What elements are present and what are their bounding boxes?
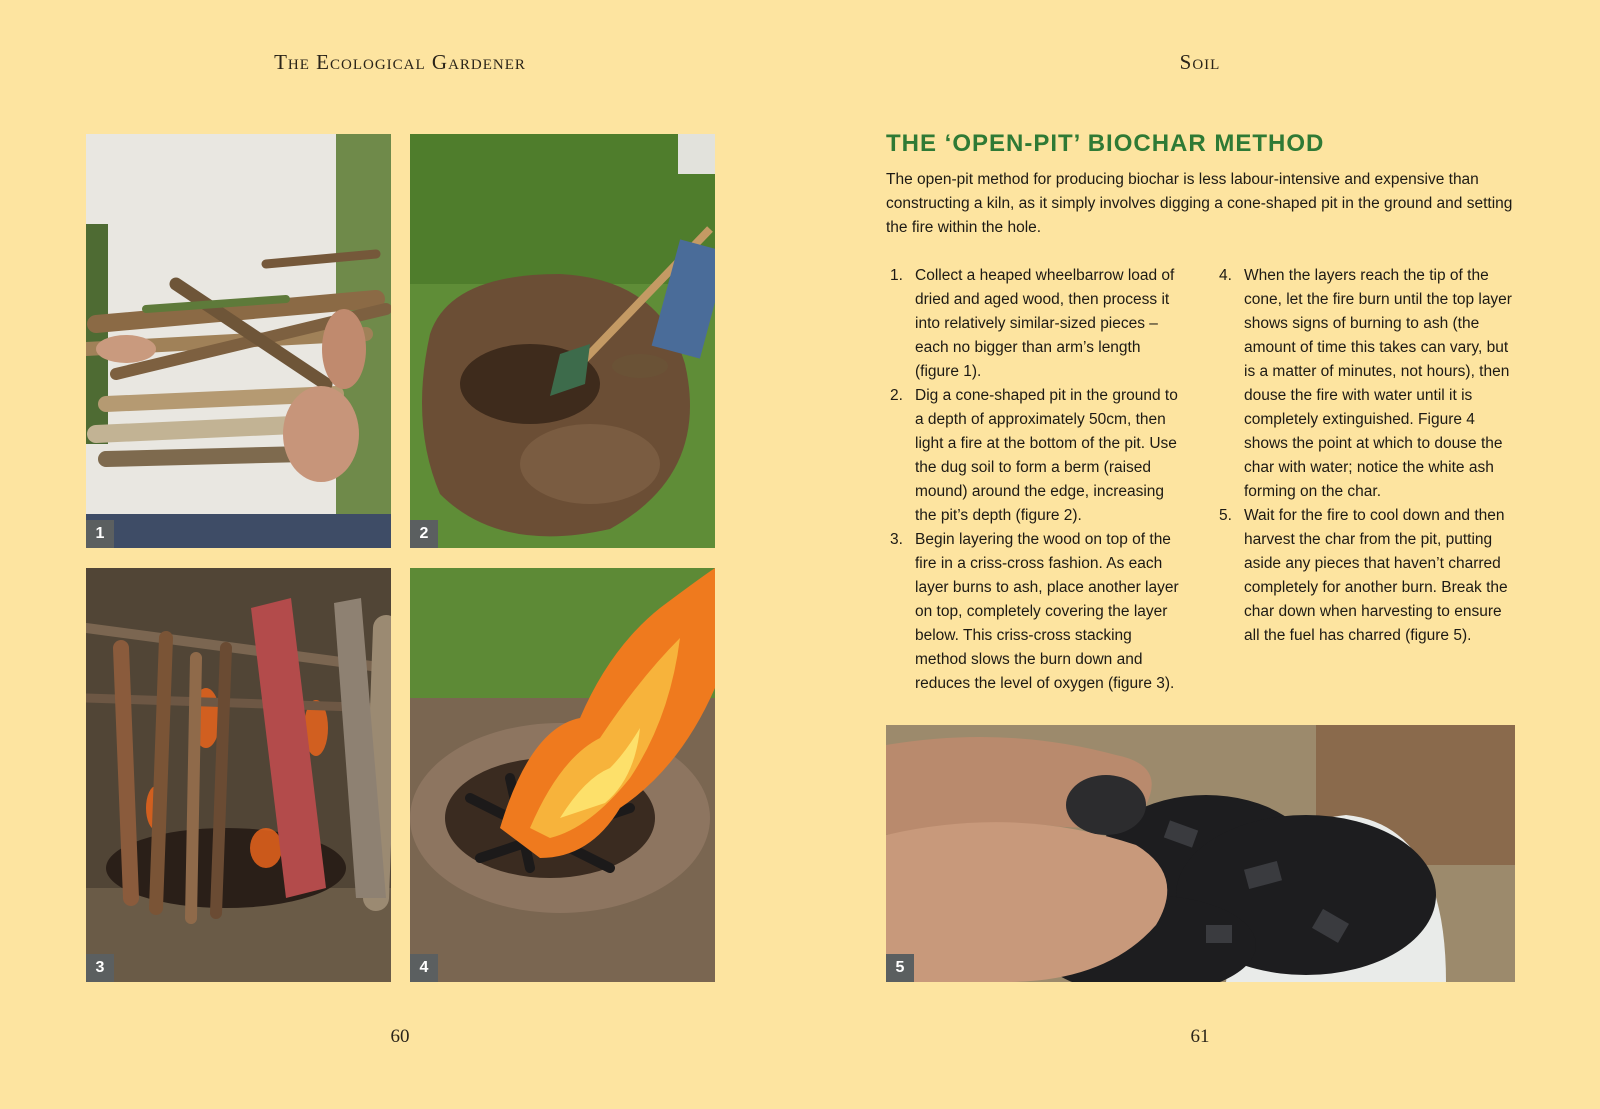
criss-cross-wood-illustration bbox=[86, 568, 391, 982]
intro-paragraph: The open-pit method for producing biochar is less labour-intensive and expensive than constructing a kiln, as it simply involves digging a cone-shaped pit in the ground and setting the fire within the hole. bbox=[886, 171, 1513, 236]
steps-list-column-right bbox=[1215, 264, 1515, 648]
figure-number-badge: 4 bbox=[410, 954, 438, 982]
page-number-left: 60 bbox=[390, 1026, 410, 1047]
step-text: When the layers reach the tip of the cone, let the fire burn until the top layer shows signs of burning to ash (the amount of time this takes can vary, but is a matter of minutes, not hours), then douse the fire with water until it is completely extinguished. Figure 4 shows the point at which to douse the char with water; notice the white ash forming on the char. bbox=[1244, 267, 1512, 500]
harvested-char-illustration bbox=[886, 725, 1515, 982]
photo-figure-4-fire-in-pit bbox=[410, 568, 715, 982]
wood-bundle-illustration bbox=[86, 134, 391, 548]
step-text: Begin layering the wood on top of the fire in a criss-cross fashion. As each layer burns to ash, place another layer on top, completely covering the layer below. This criss-cross stacking method slows the burn down and reduces the level of oxygen (figure 3). bbox=[915, 531, 1179, 692]
step-item bbox=[1215, 264, 1515, 504]
steps-list-column-left bbox=[886, 264, 1186, 696]
page-number-right: 61 bbox=[1190, 1026, 1210, 1047]
photo-figure-3-criss-cross-wood bbox=[86, 568, 391, 982]
step-number: 5. bbox=[1219, 507, 1232, 524]
fire-in-pit-illustration bbox=[410, 568, 715, 982]
figure-number-badge: 2 bbox=[410, 520, 438, 548]
section-title: THE ‘OPEN-PIT’ BIOCHAR METHOD bbox=[886, 130, 1325, 157]
step-number: 2. bbox=[890, 387, 903, 404]
step-item bbox=[886, 264, 1186, 384]
figure-number-badge: 5 bbox=[886, 954, 914, 982]
step-item bbox=[886, 528, 1186, 696]
step-number: 1. bbox=[890, 267, 903, 284]
running-head-left: The Ecological Gardener bbox=[274, 50, 526, 74]
step-text: Collect a heaped wheelbarrow load of dried and aged wood, then process it into relatively similar-sized pieces – each no bigger than arm’s length (figure 1). bbox=[915, 267, 1175, 380]
step-number: 4. bbox=[1219, 267, 1232, 284]
running-head-right: Soil bbox=[1179, 50, 1221, 74]
step-text: Dig a cone-shaped pit in the ground to a depth of approximately 50cm, then light a fire at the bottom of the pit. Use the dug soil to form a berm (raised mound) around the edge, increasing the pit’s depth (figure 2). bbox=[915, 387, 1178, 524]
step-item bbox=[886, 384, 1186, 528]
photo-figure-1-wood-bundle bbox=[86, 134, 391, 548]
step-number: 3. bbox=[890, 531, 903, 548]
digging-pit-illustration bbox=[410, 134, 715, 548]
photo-figure-2-digging-pit bbox=[410, 134, 715, 548]
step-text: Wait for the fire to cool down and then harvest the char from the pit, putting aside any pieces that haven’t charred completely for another burn. Break the char down when harvesting to ensure all the fuel has charred (figure 5). bbox=[1244, 507, 1508, 644]
step-item bbox=[1215, 504, 1515, 648]
figure-number-badge: 3 bbox=[86, 954, 114, 982]
photo-figure-5-harvested-char bbox=[886, 725, 1515, 982]
figure-number-badge: 1 bbox=[86, 520, 114, 548]
